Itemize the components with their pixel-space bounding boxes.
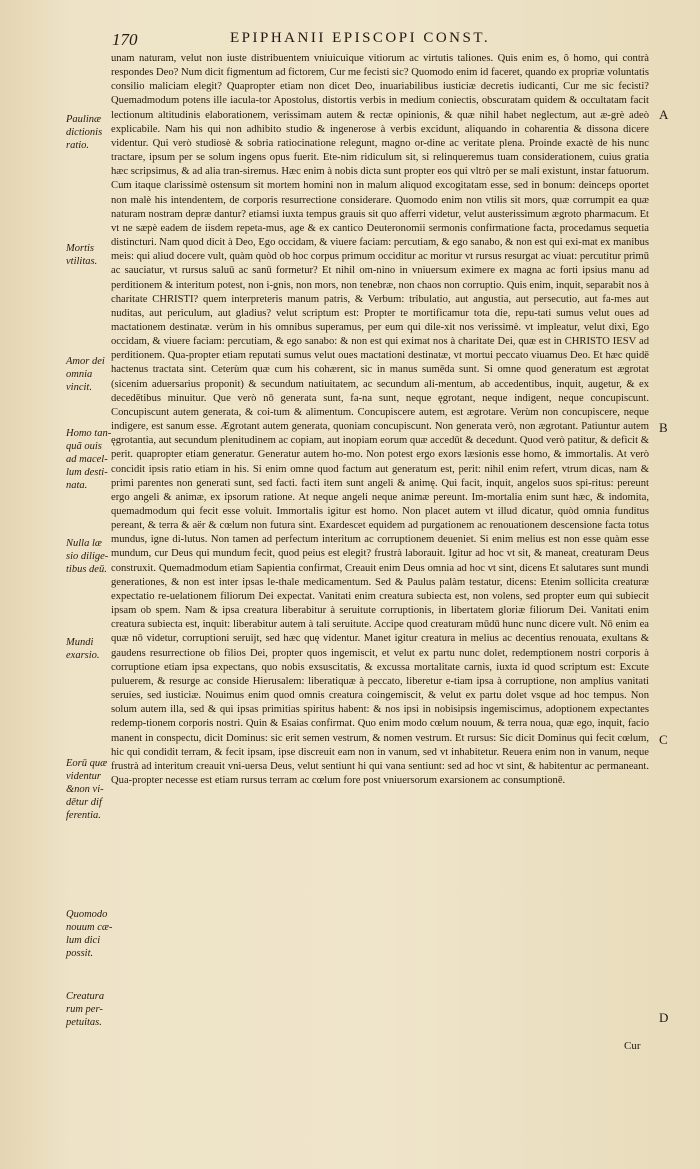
section-letter: B: [659, 420, 668, 435]
section-letter: A: [659, 107, 669, 122]
page-header: [0, 30, 700, 50]
margin-note: Homo tan-quã ouis ad macel-lum desti-nata.: [66, 428, 112, 491]
margin-note: Nulla læ sio dilige-tibus deū.: [66, 538, 109, 575]
section-letter: D: [659, 1010, 669, 1025]
margin-note: Creatura rum per-petuitas.: [66, 991, 105, 1028]
body-paragraph: unam naturam, velut non iuste distribuentem vniuicuique vitiorum ac virtutis taliones. Quis enim es, ô homo, qui contrà respondes Deo? Num dicit figmentum ad fictorem, Cur me fecisti sic? Quomodo enim id faceret, quando ex propriæ voluntatis consilio maliciam elegit? Quapropter etiam non dicet Deo, inuariabilibus iusticiæ decretis iudicanti, Cur me sic fecisti? Quemadmodum potens ille iacula-tor Apostolus, distortis verbis in medium coniectis, obscuratam quidem & occultatam facit lectionum altitudinis elaborationem, verissimam autem & rectæ opinionis, & quæ nihil habet neglectum, aut æ-grè adeò explicabile. Nam his qui non adhibito studio & ingenerose à verbis excidunt, aliquando in coharentia & dissona dicere videntur. Qui verò studiosè & sobria ratiocinatione relegunt, magno or-dine ac veritate plena. Proinde exactè de his nunc tractare, ipsum per se solum ingens opus fuerit. Ete-nim ridiculum sit, si relinqueremus tuam considerationem, cuius gratia hæc scripsimus, & ad alia tran-siremus. Hæc enim à nobis dicta sunt propter eos qui vltrò per se mali existunt, instar fatuorum. Cum itaque clarissimè ostensum sit mortem homini non in malum aliquod excogitatam esse, sed in bonum: deinceps oportet non malè his intendentem, de corporis resurrectione considerare. Quomodo enim non vtilis sit mors, quæ corrumpit ea quæ naturam nostram depræ dantur? etiamsi iuxta tempus grauis sit quo afferri videtur, velut austerissimum ægroto pharmacum. Et vt ne sæpè eadem de iisdem repeta-mus, age & ex cantico Deuteronomii sermonis confirmatione facta, procedamus sequetia distincturi. Nam quod dicit à Deo, Ego occidam, & viuere faciam: percutiam, & ego sanabo, & non est qui exi-mat ex manibus meis: qui aliud docere vult, quàm quòd ob hoc corpus primum occiditur ac moritur vt rursus resurgat ac viuat: percutitur primū ac sauciatur, vt rursus saluū ac sanū formetur? Et nihil om-nino in vniuersum eximere ex magna ac forti ipsius manu ad perditionem & interitum potest, non i-gnis, non mors, non tenebræ, non chaos non corruptio. Quis enim, inquit, separabit nos à charitate CHRISTI? quem interpreteris manum patris, & Verbum: tribulatio, aut angustia, aut persecutio, aut fa-mes aut nuditas, aut periculum, aut gladius? velut scriptum est: Propter te mortificamur tota die, repu-tati sumus velut oues ad mactationem destinatæ. verùm in his omnibus superamus, per eum qui dile-xit nos verissimè. vt impleatur, velut dixi, Ego occidam, & viuere faciam: percutiam, & ego sanabo: & non est qui eximat nos à charitate Dei, quæ est in CHRISTO IESV ad perditionem. Qua-propter etiam reputati sumus velut oues mactationi destinatæ, vt mortui peccato viuamus Deo. Et hæc quidē hactenus tractata sint. Ceterùm quæ cum his cohærent, sic in manus sumēda sunt. Si omne quod generatum est ægrotat (sicenim aduersarius proponit) & secundum natiuitatem, ac secundum ali-mentum, ab accedentibus, inquit, augetur, & ex decedētibus minuitur. Que verò nō generata sunt, fa-na sunt, neque ęgrotant, neque indigent, neque concupiscunt. Concupiscunt autem generata, & coi-tum & alimentum. Concupiscere autem, est ægrotare. Verùm non concupiscere, neque indigere, est sanum esse. Ægrotant autem generata, quoniam concupiscunt. Non generata verò, non ægrotant. Patiuntur autem ęgrotantia, aut secundum plenitudinem ac copiam, aut inopiam eorum quæ accedūt & decedunt. Quod verò patitur, & deficit & perit. quapropter etiam generatur. Generatur autem ho-mo. Non potest ergo exors læsionis esse homo, & immortalis. At verò concidit ipsis ratio etiam in his. Si enim omne quod factum aut generatum est, perit: nihil enim refert, vtrum dicas, nam & primi parentes non generati sunt, sed facti. facti item sunt angeli & animę. Qui facit, inquit, angelos suos spi-ritus: pereunt ergo angeli & animæ, ex ipsorum ratione. At neque angeli neque animæ pereunt. Im-mortalia enim sunt hæc, & indomita, quemadmodum qui fecit esse voluit. Immortalis igitur est homo. Non placet autem vt illud dicatur, quòd omnia funditus pereant, & terra & aër & cœlum non futura sint. Exardescet equidem ad purgationem ac renouationem descensione facta totus mundus, igne di-lutus. Non tamen ad perfectum interitum ac corruptionem deueniet. Si enim melius est non esse quàm esse mundum, cur Deus qui mundum fecit, quod peius est elegit? frustrà laborauit. Igitur ad hoc vt sit, & maneat, creaturam Deus construxit. Quemadmodum etiam Sapientia confirmat, Creauit enim Deus omnia ad hoc vt sint, dicens Et salutares sunt mundi generationes, & non est inter ipsas le-thale medicamentum. Sed & Paulus palàm testatur, dicens: Etenim sollicita creaturæ expectatio re-uelationem filiorum Dei expectat. Vanitati enim creatura subiecta est, non volens, sed propter eum qui subiecit ipsam ob spem. Nam & ipsa creatura liberabitur à seruitute corruptionis, in libertatem gloriæ filiorum Dei. Vanitati enim creatura subiecta est, inquit: liberabitur autem à tali seruitute. Accipe quod creaturam mūdū hunc nunc dicere vult. Nō enim ea quæ nō videtur, corruptioni seruijt, sed hæc quę videntur. Manet igitur creatura in melius ac decentius renouata, exultans & gaudens resurrectione ob filios Dei, propter quos ingemiscit, et velut ex partu nunc dolet, redemptionem nostri corporis à corruptione etiam ipsa expectans, quo nobis exsuscitatis, & excussa mortalitate carnis, iuxta id quod scriptum est: Excute puluerem, & resurge ac conside Hierusalem: liberatiquæ à peccato, liberetur e-tiam ipsa à corruptione, non amplius vanitati seruies, sed iusticiæ. Nouimus enim quod omnis creatura coingemiscit, & velut ex partu dolet vsque ad hoc tempus. Non solum autem illa, sed & qui ipsas primitias spiritus habent: & nos ipsi in nobisipsis ingemiscimus, adoptionem expectantes redemp-tionem corporis nostri. Quin & Esaias confirmat. Quo enim modo cœlum nouum, & terra noua, quæ ego, inquit, facio manent in conspectu, dicit Dominus: sic erit semen vestrum, & nomen vestrum. Et rursus: Sic dicit Dominus qui fecit cœlum, hic qui condidit terram, & fecit ipsam, ipse discreuit eam non in vanum, sed vt inhabitetur. Reuera enim non in vanum, neque frustrà ad interitum creauit vni-uersa Deus, velut sentiunt hi qui vana sentiunt: sed ad hoc vt sint, & habitentur ac permaneant. Qua-propter necesse est etiam rursus terram ac cœlum fore post vniuersorum exarsionem ac consumptionē.: [111, 53, 649, 786]
margin-note: Quomodo nouum cæ-lum dici possit.: [66, 909, 113, 959]
running-title: EPIPHANII EPISCOPI CONST.: [230, 30, 491, 46]
margin-note: Mortis vtilitas.: [66, 243, 98, 267]
catchword: Cur: [624, 1040, 641, 1052]
section-letter: C: [659, 732, 668, 747]
margin-note: Eorū quæ videntur &non vi-dētur dif ferentia.: [66, 758, 108, 821]
margin-note: Mundi exarsio.: [66, 637, 100, 661]
body-text: [111, 52, 649, 788]
margin-note: Paulinæ dictionis ratio.: [66, 114, 103, 151]
page-number: 170: [112, 30, 138, 49]
margin-note: Amor dei omnia vincit.: [66, 356, 105, 393]
